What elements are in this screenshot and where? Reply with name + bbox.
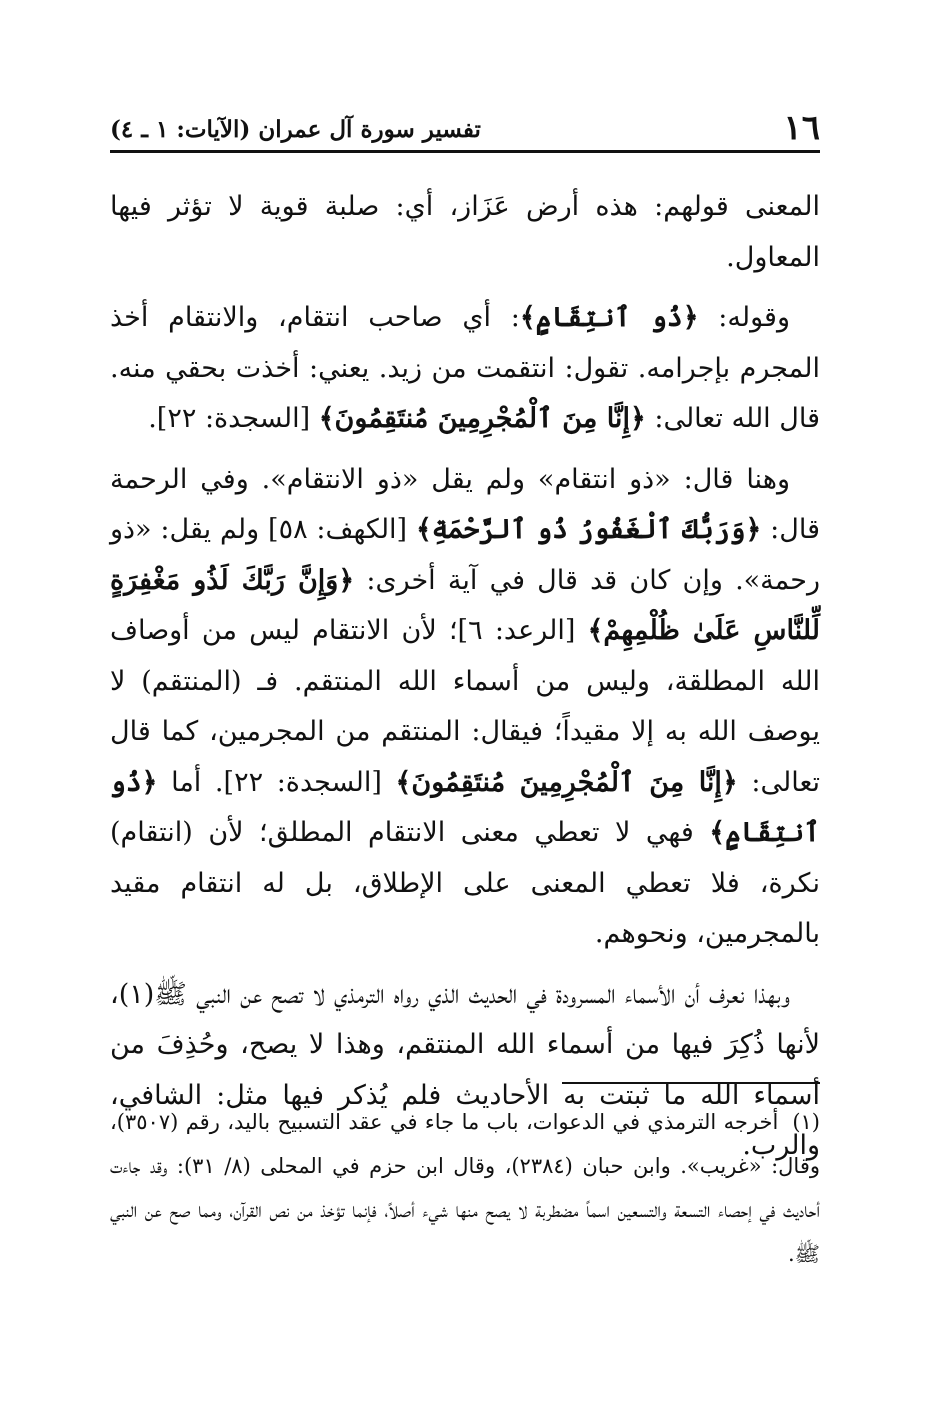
text-run: [السجدة: ٢٢].: [148, 403, 319, 434]
text-run: [الكهف: ٥٨] ولم يقل: «ذو رحمة». وإن كان قد قال في آية أخرى:: [110, 514, 820, 596]
text-run: وهنا قال: «ذو انتقام» ولم يقل «ذو الانتقام». وفي الرحمة قال:: [110, 463, 820, 545]
header-rule: [110, 150, 820, 153]
running-title: تفسير سورة آل عمران (الآيات: ١ ـ ٤): [110, 116, 481, 143]
quran-verse: ﴿وَرَبُّكَ ٱلْغَفُورُ ذُو ٱلرَّحْمَةِ﴾: [415, 514, 762, 545]
quran-verse: ﴿ذُو ٱنتِقَامٍ﴾: [110, 766, 820, 848]
page-header: [110, 108, 820, 152]
footnote-marker: (١): [792, 1110, 820, 1134]
paragraph-1: المعنى قولهم: هذه أرض عَزَاز، أي: صلبة قوية لا تؤثر فيها المعاول.: [110, 191, 820, 273]
main-text: [110, 182, 820, 1182]
paragraph-2: [110, 293, 820, 445]
text-run: [السجدة: ٢٢]. أما: [157, 766, 396, 798]
footnotes: [110, 1100, 820, 1276]
quran-verse: ﴿إِنَّا مِنَ ٱلْمُجْرِمِينَ مُنتَقِمُونَ﴾: [318, 403, 646, 434]
quran-verse: ﴿ذُو ٱنتِقَامٍ﴾: [519, 302, 699, 333]
text-run: : أي صاحب انتقام، والانتقام أخذ المجرم بإجرامه. تقول: انتقمت من زيد. يعني: أخذت بحقي منه. قال الله تعالى:: [110, 302, 820, 434]
footnote-text: أخرجه الترمذي في الدعوات، باب ما جاء في عقد التسبيح باليد، رقم (٣٥٠٧)، وقال: «غريب». وابن حبان (٢٣٨٤)، وقال ابن حزم في المحلى (٨/ ٣١): وقد جاءت أحاديث في إحصاء التسعة والتسعين اسماً مضطربة لا يصح منها شيء أصلاً، فإنما تؤخذ من نص القرآن، ومما صح عن النبي ﷺ.: [110, 1110, 821, 1266]
paragraph-4: وبهذا نعرف أن الأسماء المسرودة في الحديث الذي رواه الترمذي لا تصح عن النبي ﷺ(١)، لأنها ذُكِرَ فيها من أسماء الله المنتقم، وهذا لا يصح، وحُذِفَ من أسماء الله ما ثبتت به الأحاديث فلم يُذكر فيها مثل: الشافي، والرب.: [110, 978, 820, 1161]
paragraph-3: [110, 455, 820, 960]
quran-verse: ﴿وَإِنَّ رَبَّكَ لَذُو مَغْفِرَةٍ لِّلنَّاسِ عَلَىٰ ظُلْمِهِمْ﴾: [110, 564, 820, 646]
text-run: وقوله:: [698, 302, 791, 333]
text-run: [الرعد: ٦]؛ لأن الانتقام ليس من أوصاف الله المطلقة، وليس من أسماء الله المنتقم. فـ (المنتقم) لا يوصف الله به إلا مقيداً؛ فيقال: المنتقم من المجرمين، كما قال تعالى:: [110, 615, 820, 798]
text-run: فهي لا تعطي معنى الانتقام المطلق؛ لأن (انتقام) نكرة، فلا تعطي المعنى على الإطلاق، بل له انتقام مقيد بالمجرمين، ونحوهم.: [110, 817, 820, 949]
footnote-rule: [562, 1082, 820, 1084]
quran-verse: ﴿إِنَّا مِنَ ٱلْمُجْرِمِينَ مُنتَقِمُونَ﴾: [395, 766, 738, 798]
page-number: ١٦: [783, 108, 820, 148]
